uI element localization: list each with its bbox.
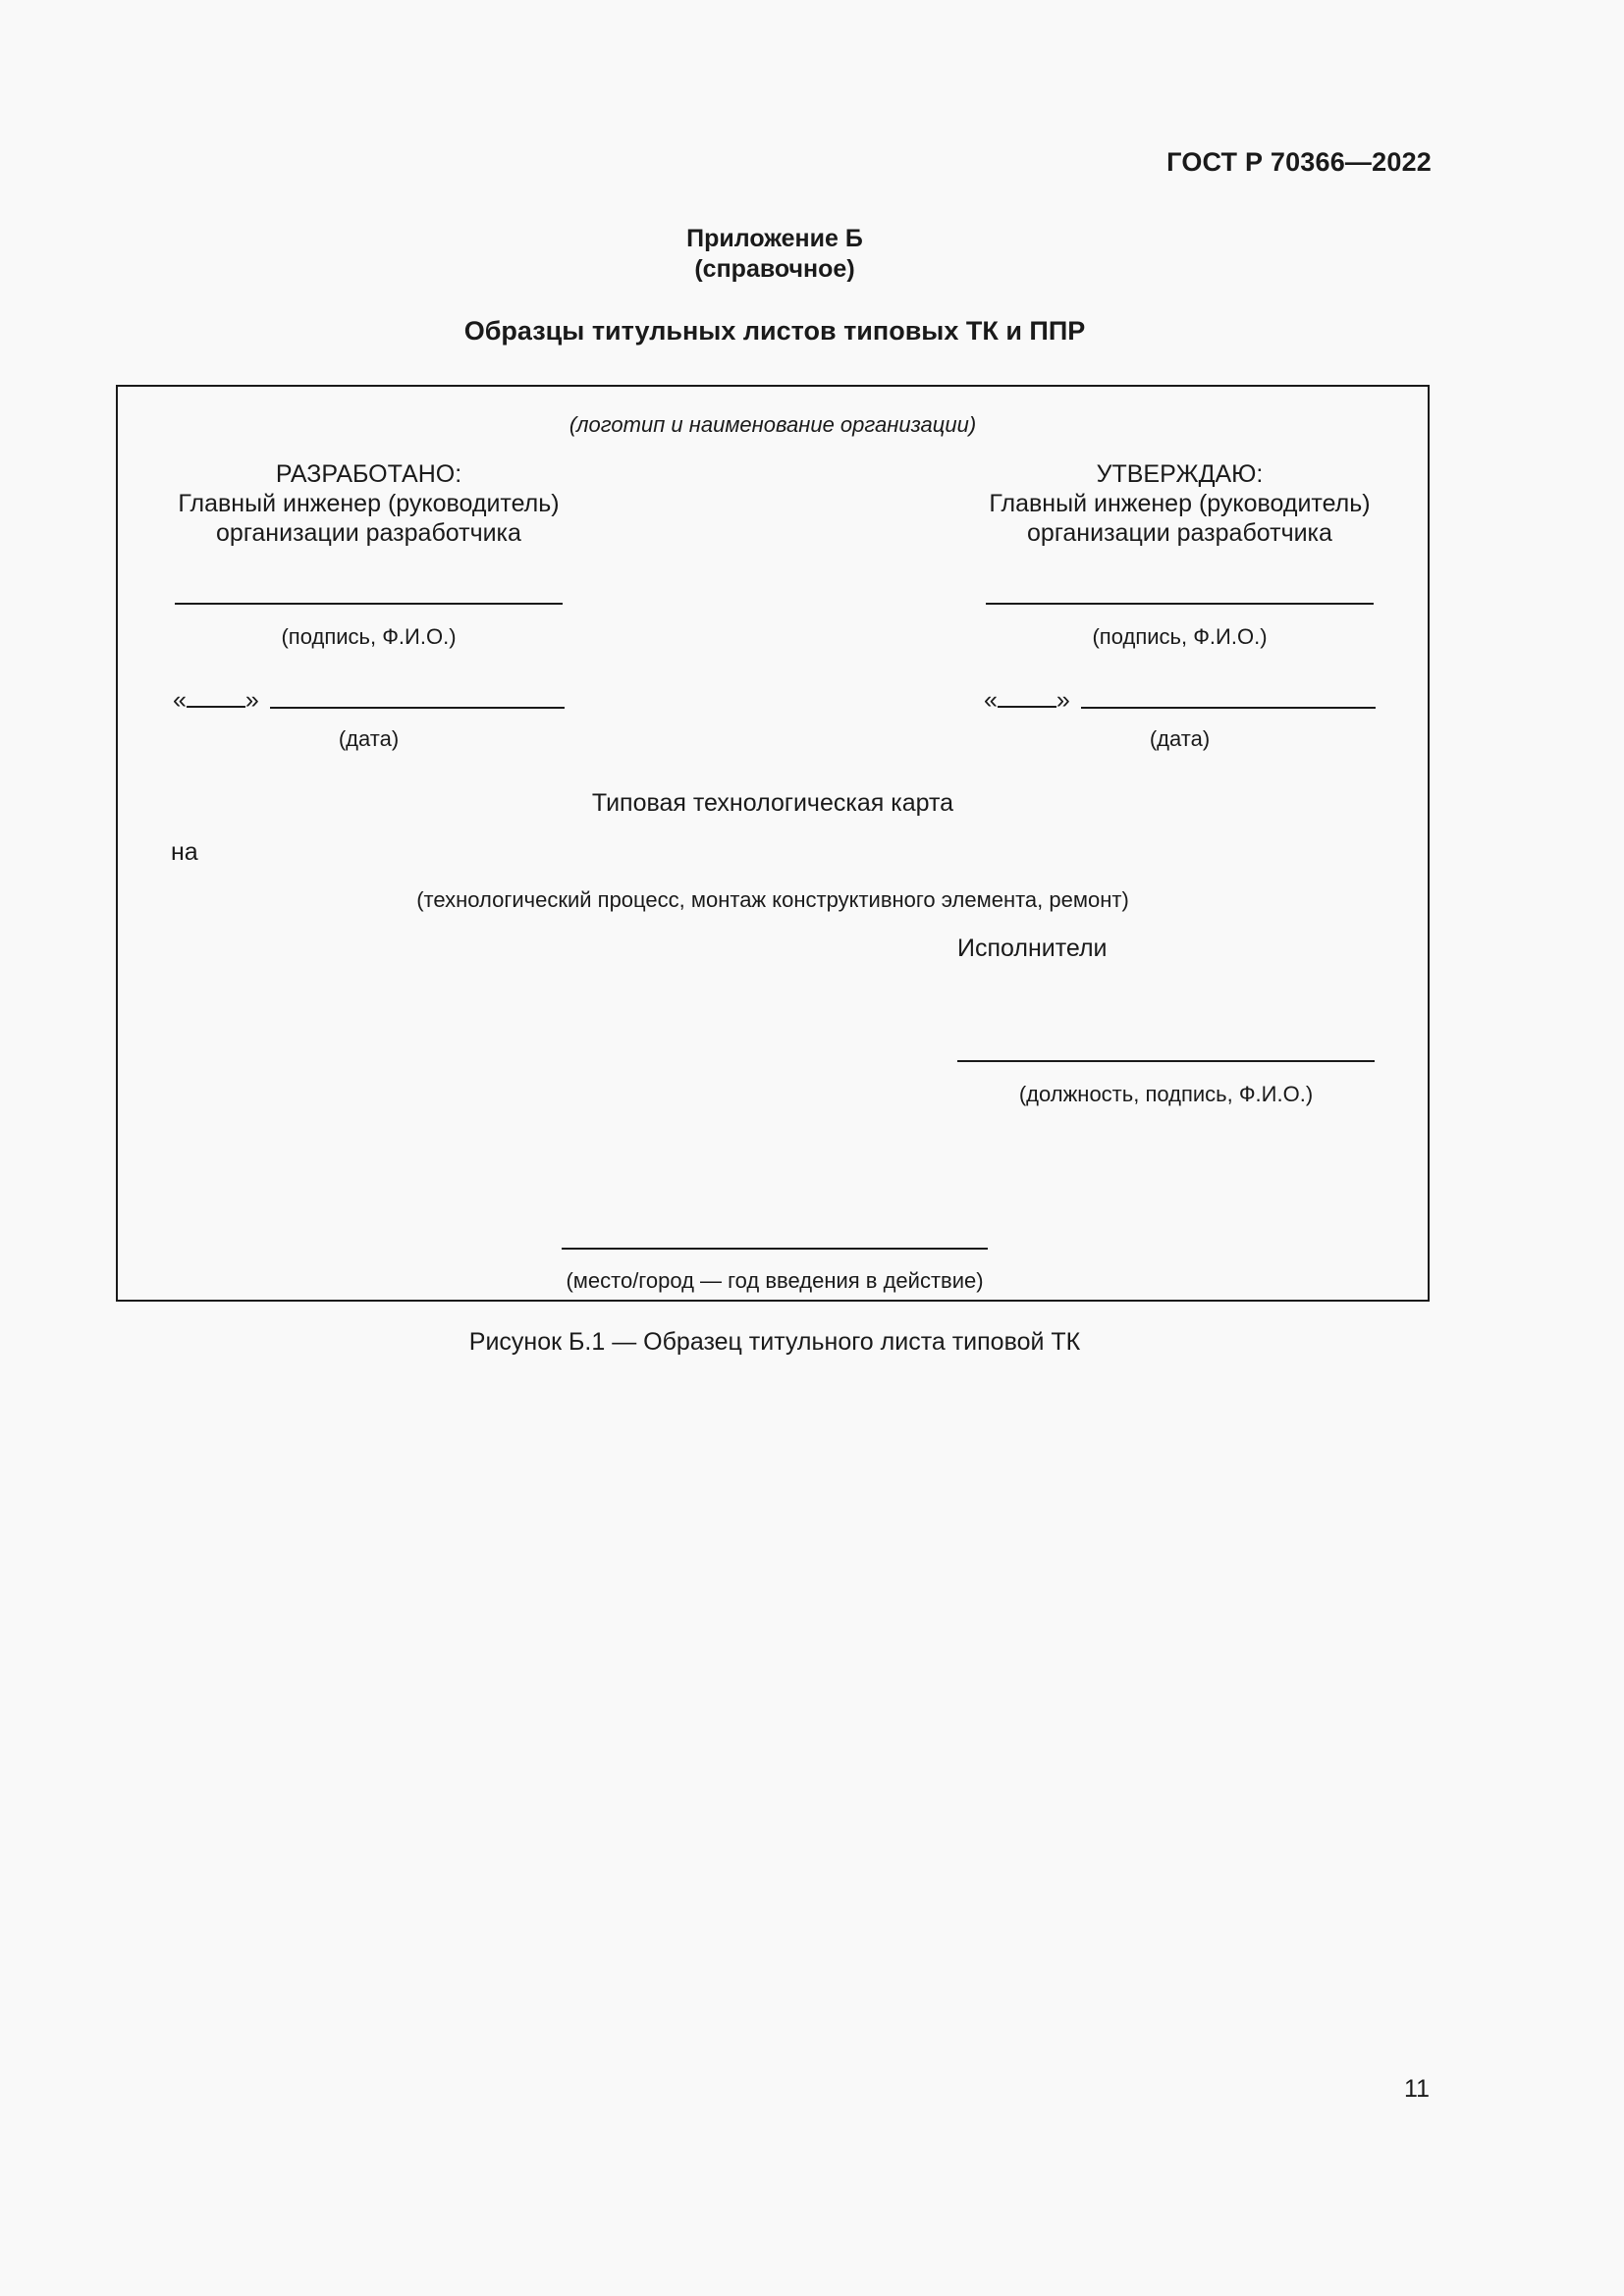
performers-signature-line xyxy=(957,1060,1375,1062)
approved-date-caption: (дата) xyxy=(1149,726,1211,751)
developed-date-line xyxy=(270,707,565,709)
title-page-sample-frame xyxy=(116,385,1430,1302)
on-label: на xyxy=(171,838,198,866)
document-type: Типовая технологическая карта xyxy=(591,789,954,817)
developed-signature-caption: (подпись, Ф.И.О.) xyxy=(281,624,457,649)
performers-caption: (должность, подпись, Ф.И.О.) xyxy=(1018,1082,1314,1106)
approved-heading: УТВЕРЖДАЮ: xyxy=(1096,460,1264,488)
appendix-heading xyxy=(0,224,1549,285)
page-number: 11 xyxy=(1404,2075,1430,2103)
approved-signature-line xyxy=(986,603,1374,605)
developed-heading: РАЗРАБОТАНО: xyxy=(275,460,462,488)
developed-signature-line xyxy=(175,603,563,605)
quote-open: « xyxy=(984,686,998,714)
place-year-caption: (место/город — год введения в действие) xyxy=(566,1268,984,1293)
quote-close: » xyxy=(1056,686,1070,714)
developed-day-blank xyxy=(187,686,245,708)
developed-position: Главный инженер (руководитель) xyxy=(178,490,560,517)
performers-label: Исполнители xyxy=(957,934,1108,962)
approved-block xyxy=(986,459,1374,548)
approved-date-line xyxy=(1081,707,1376,709)
section-title: Образцы титульных листов типовых ТК и ППР xyxy=(463,316,1086,346)
appendix-title: Приложение Б xyxy=(686,225,863,252)
subject-caption: (технологический процесс, монтаж конструктивного элемента, ремонт) xyxy=(416,887,1129,912)
approved-date-row xyxy=(984,686,1070,715)
approved-signature-caption: (подпись, Ф.И.О.) xyxy=(1092,624,1268,649)
logo-caption: (логотип и наименование организации) xyxy=(568,412,977,437)
approved-day-blank xyxy=(998,686,1056,708)
quote-close: » xyxy=(244,686,259,714)
developed-date-row xyxy=(173,686,259,715)
figure-caption: Рисунок Б.1 — Образец титульного листа типовой ТК xyxy=(468,1328,1081,1356)
place-year-line xyxy=(562,1248,988,1250)
approved-position: Главный инженер (руководитель) xyxy=(989,490,1371,517)
approved-organization: организации разработчика xyxy=(1027,519,1332,547)
developed-organization: организации разработчика xyxy=(216,519,521,547)
developed-date-caption: (дата) xyxy=(338,726,400,751)
appendix-subtitle: (справочное) xyxy=(694,255,855,283)
document-code: ГОСТ Р 70366—2022 xyxy=(1166,147,1432,177)
developed-block xyxy=(175,459,563,548)
quote-open: « xyxy=(173,686,187,714)
